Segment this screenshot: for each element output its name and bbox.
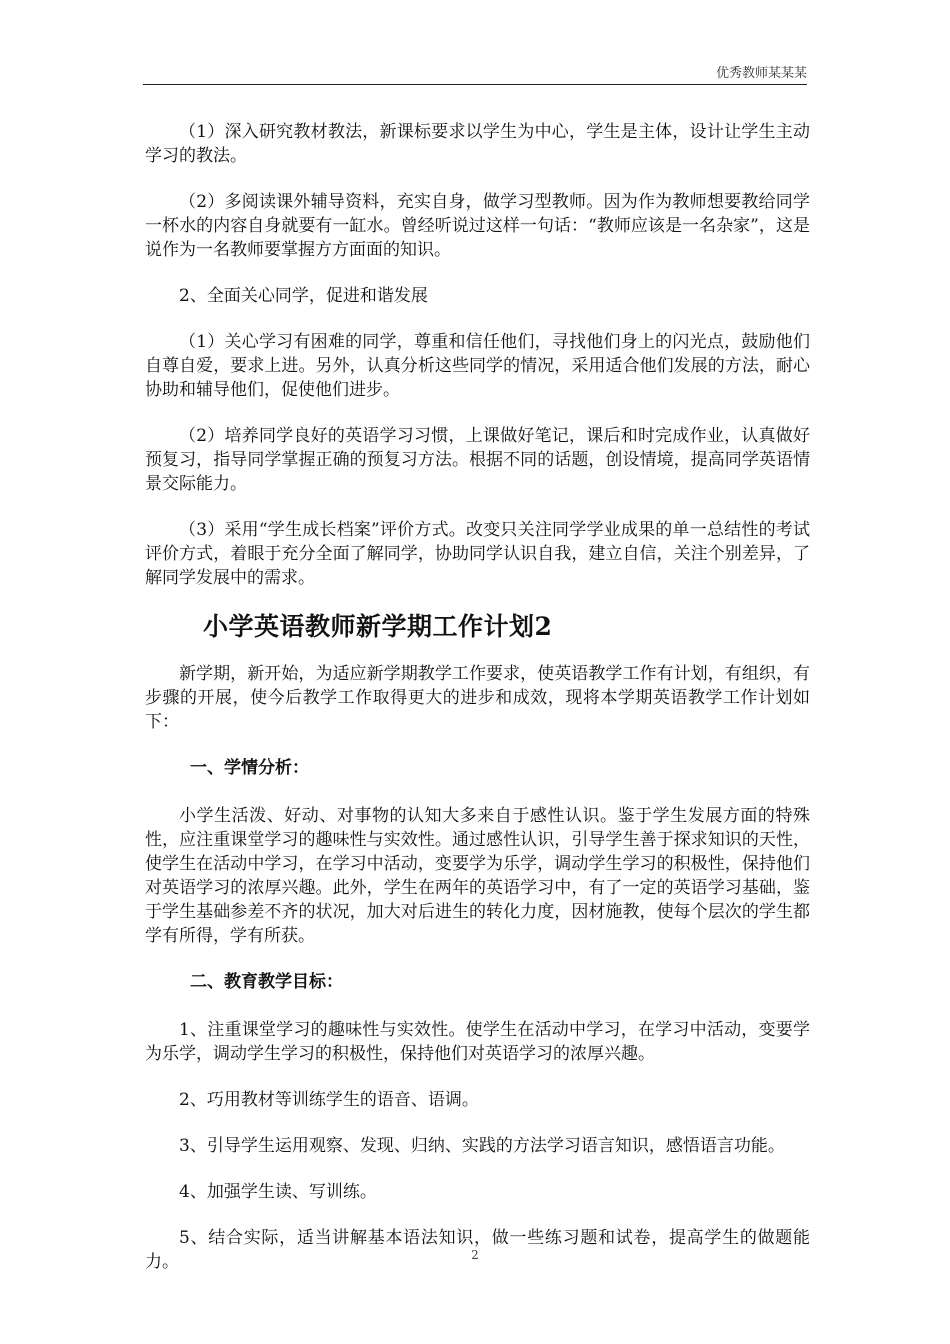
document-title: 小学英语教师新学期工作计划2 [203, 612, 553, 641]
paragraph: （1）关心学习有困难的同学，尊重和信任他们，寻找他们身上的闪光点，鼓励他们自尊自爱，要求上进。另外，认真分析这些同学的情况，采用适合他们发展的方法，耐心协助和辅导他们，促使他们进步。 [145, 332, 810, 400]
paragraph: （1）深入研究教材教法，新课标要求以学生为中心，学生是主体，设计让学生主动学习的教法。 [145, 122, 810, 166]
paragraph: 2、全面关心同学，促进和谐发展 [179, 286, 428, 306]
paragraph: （3）采用“学生成长档案”评价方式。改变只关注同学学业成果的单一总结性的考试评价方式，着眼于充分全面了解同学，协助同学认识自我，建立自信，关注个别差异，了解同学发展中的需求。 [145, 520, 810, 588]
paragraph: 5、结合实际，适当讲解基本语法知识，做一些练习题和试卷，提高学生的做题能力。 [145, 1228, 810, 1272]
paragraph: （2）培养同学良好的英语学习习惯，上课做好笔记，课后和时完成作业，认真做好预复习，指导同学掌握正确的预复习方法。根据不同的话题，创设情境，提高同学英语情景交际能力。 [145, 426, 810, 494]
paragraph: 4、加强学生读、写训练。 [179, 1182, 377, 1202]
paragraph: 小学生活泼、好动、对事物的认知大多来自于感性认识。鉴于学生发展方面的特殊性，应注重课堂学习的趣味性与实效性。通过感性认识，引导学生善于探求知识的天性，使学生在活动中学习，在学习中活动，变要学为乐学，调动学生学习的积极性，保持他们对英语学习的浓厚兴趣。此外，学生在两年的英语学习中，有了一定的英语学习基础，鉴于学生基础参差不齐的状况，加大对后进生的转化力度，因材施教，使每个层次的学生都学有所得，学有所获。 [145, 806, 810, 946]
section-heading: 一、学情分析： [190, 758, 309, 778]
paragraph: 新学期，新开始，为适应新学期教学工作要求，使英语教学工作有计划，有组织，有步骤的开展，使今后教学工作取得更大的进步和成效，现将本学期英语教学工作计划如下： [145, 664, 810, 732]
paragraph: 3、引导学生运用观察、发现、归纳、实践的方法学习语言知识，感悟语言功能。 [179, 1136, 785, 1156]
page-header-text: 优秀教师某某某 [715, 66, 807, 81]
header-divider [143, 84, 807, 85]
page-number: 2 [471, 1248, 479, 1262]
section-heading: 二、教育教学目标： [190, 972, 343, 992]
document-body [145, 120, 810, 1296]
paragraph: （2）多阅读课外辅导资料，充实自身，做学习型教师。因为作为教师想要教给同学一杯水的内容自身就要有一缸水。曾经听说过这样一句话：“教师应该是一名杂家”，这是说作为一名教师要掌握方方面面的知识。 [145, 192, 810, 260]
paragraph: 2、巧用教材等训练学生的语音、语调。 [179, 1090, 479, 1110]
paragraph: 1、注重课堂学习的趣味性与实效性。使学生在活动中学习，在学习中活动，变要学为乐学，调动学生学习的积极性，保持他们对英语学习的浓厚兴趣。 [145, 1020, 810, 1064]
